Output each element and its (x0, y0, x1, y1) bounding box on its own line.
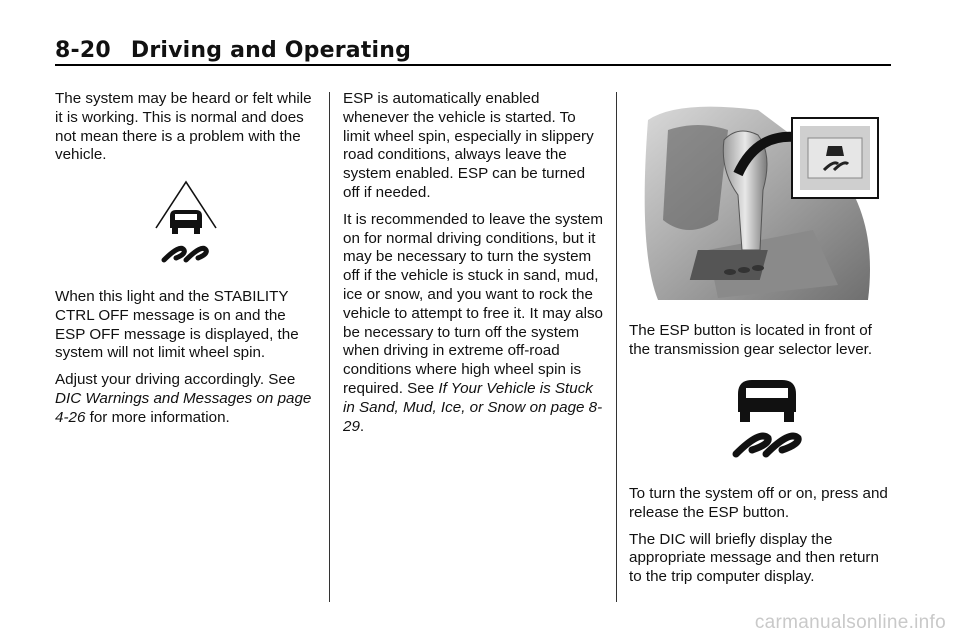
column-right (629, 322, 891, 368)
text: It is recommended to leave the system on for normal driving conditions, but it may be necessary to turn the system off if the vehicle is stuck in sand, mud, ice or snow, and you want to rock the vehicle to attempt to free it. It may also be necessary to turn off the system when driving in extreme off-road conditions where high wheel spin is required. See (343, 210, 603, 397)
paragraph: The DIC will briefly display the appropriate message and then return to the trip computer display. (629, 530, 879, 586)
paragraph (55, 371, 317, 427)
header-rule (55, 64, 891, 66)
paragraph: When this light and the STABILITY CTRL OFF message is on and the ESP OFF message is displayed, the system will not limit wheel spin. (55, 288, 299, 362)
column-divider (329, 92, 330, 602)
text: for more information. (89, 408, 230, 426)
column-divider (616, 92, 617, 602)
section-title: Driving and Operating (130, 38, 412, 63)
esp-off-icon (730, 372, 804, 458)
cross-reference-link[interactable]: If Your Vehicle is Stuck in Sand, Mud, Ice, or Snow on page 8-29 (343, 379, 603, 435)
paragraph: ESP is automatically enabled whenever the vehicle is started. To limit wheel spin, especially in slippery road conditions, always leave the system enabled. ESP can be turned off if needed. (343, 90, 594, 201)
text: . (359, 417, 365, 435)
stability-warning-icon (150, 180, 222, 266)
column-middle (343, 90, 605, 444)
column-left (55, 90, 317, 173)
paragraph (343, 211, 605, 437)
paragraph: The ESP button is located in front of the transmission gear selector lever. (629, 322, 873, 358)
column-left-lower (55, 288, 317, 436)
text: Adjust your driving accordingly. See (55, 371, 296, 389)
esp-button-location-illustration (638, 100, 888, 300)
column-right-lower (629, 485, 891, 595)
paragraph: The system may be heard or felt while it is working. This is normal and does not mean there is a problem with the vehicle. (55, 90, 312, 164)
page-number: 8-20 (55, 38, 111, 63)
watermark: carmanualsonline.info (754, 612, 946, 633)
page-header (55, 38, 411, 63)
cross-reference-link[interactable]: DIC Warnings and Messages on page 4-26 (55, 389, 312, 426)
paragraph: To turn the system off or on, press and release the ESP button. (629, 485, 888, 521)
